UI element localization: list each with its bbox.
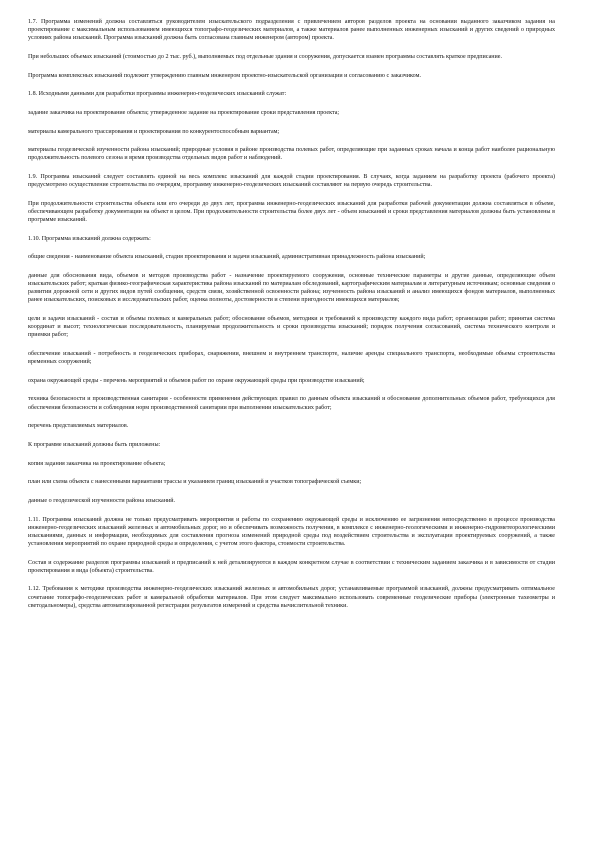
list-item-general-info: общие сведения - наименование объекта изысканий, стадия проектирования и задачи изысканий, административная принадлежность района изысканий;	[28, 254, 426, 261]
paragraph-approval: Программа комплексных изысканий подлежит утверждению главным инженером проектно-изыскательской организации и согласованию с заказчиком.	[28, 72, 421, 79]
paragraph-1-11: 1.11. Программа изысканий должна не только предусматривать мероприятия и работы по сохранению окружающей среды и исключению ее загрязнения непосредственно в процессе производства инженерно-геодезических изысканий железных и автомобильных дорог, но и обеспечивать возможность получения, в комплексе с инженерно-геологическими и инженерно-гидрометеорологическими изысканиями, данных и информации, необходимых для составления прогноза изменений природной среды под воздействием строительства и эксплуатации проектируемых сооружений, а также установления мероприятий по охране природной среды и определения, с учетом этого фактора, стоимости строительства.	[28, 516, 555, 547]
list-item-environment-protection: охрана окружающей среды - перечень мероприятий и объемов работ по охране окружающей среды при производстве изысканий;	[28, 377, 365, 384]
list-item-survey-support: обеспечение изысканий - потребность в геодезических приборах, снаряжении, внешнем и внутреннем транспорте, наличие аренды специального транспорта, необходимые объемы строительства временных сооружений;	[28, 350, 555, 366]
list-item-tracing-materials: материалы камерального трассирования и проектирования по конкурентоспособным вариантам;	[28, 128, 280, 135]
list-item-safety: техника безопасности и производственная санитария - особенности применения действующих правил по данным объекта изысканий и обоснование дополнительных объемов работ, требующихся для обеспечения безопасности и соблюдения норм производственной санитарии при выполнении изыскательских работ;	[28, 396, 555, 411]
paragraph-attachments-intro: К программе изысканий должны быть приложены:	[28, 441, 161, 448]
paragraph-1-10: 1.10. Программа изысканий должна содержать:	[28, 235, 151, 242]
list-item-justification-data: данные для обоснования вида, объемов и методов производства работ - назначение проектируемого сооружения, основные технические параметры и другие данные, определяющие объем изыскательских работ; краткая физико-географическая характеристика района изысканий по материалам обследований, картографическим материалам и литературным источникам; основные сведения о развитии дорожной сети и других видов путей сообщения, средств связи, хозяйственной освоенности района; изученность района изысканий и анализ имеющихся фондов материалов, выполненных ранее изыскательских, поисковых и исследовательских работ, оценка полноты, достоверности и степени пригодности имеющихся материалов;	[28, 273, 555, 304]
list-item-geodetic-data: данные о геодезической изученности района изысканий.	[28, 497, 175, 504]
paragraph-1-12: 1.12. Требования к методике производства инженерно-геодезических изысканий железных и автомобильных дорог, устанавливаемые программой изысканий, должны предусматривать оптимальное сочетание топографо-геодезических работ и камеральной обработки материалов. При этом следует максимально использовать современные геодезические приборы (электронные тахеометры и светодальномеры), средства автоматизированной регистрации результатов измерений и средства вычислительной техники.	[28, 586, 555, 609]
paragraph-1-7: 1.7. Программа изменений должна составляться руководителем изыскательского подразделения с привлечением авторов разделов проекта на основании выданного заказчиком задания на проектирование с максимальным использованием имеющихся топографо-геодезических материалов, а также материалов ранее выполненных инженерных изысканий и других сведений о природных условиях района изысканий. Программа изысканий должна быть согласована главным инженером (автором) проекта.	[28, 19, 555, 42]
paragraph-1-8: 1.8. Исходными данными для разработки программы инженерно-геодезических изысканий служат:	[28, 91, 287, 98]
list-item-site-plan: план или схема объекта с нанесенными вариантами трассы и указанием границ изысканий и участков топографической съемки;	[28, 479, 362, 486]
paragraph-1-9: 1.9. Программа изысканий следует составлять единой на весь комплекс изысканий для каждой стадии проектирования. В случаях, когда заданием на разработку проекта (рабочего проекта) предусмотрено осуществление строительства по очередям, программу инженерно-геодезических изысканий составляют на первую очередь строительства.	[28, 174, 555, 189]
paragraph-construction-duration: При продолжительности строительства объекта или его очереди до двух лет, программа инженерно-геодезических изысканий для разработки рабочей документации должна составляться в объеме, обеспечивающем разработку документации на объект в целом. При продолжительности строительства более двух лет - объем изысканий и сроки представления материалов должны быть установлены в программе изысканий.	[28, 200, 555, 224]
list-item-goals-tasks: цели и задачи изысканий - состав и объемы полевых и камеральных работ; обоснование объемов, методики и требований к производству каждого вида работ; организация работ; принятая система координат и высот; технологическая последовательность, планируемая продолжительность и сроки производства изысканий; порядок получения согласований, система технического контроля и приемки работ;	[28, 316, 555, 339]
list-item-materials-list: перечень представляемых материалов.	[28, 423, 129, 430]
paragraph-brief-order: При небольших объемах изысканий (стоимостью до 2 тыс. руб.), выполняемых под отдельные здания и сооружения, допускается взамен программы составлять краткое предписание.	[28, 53, 503, 60]
list-item-geodetic-study: материалы геодезической изученности района изысканий; природные условия в районе производства полевых работ, определяющие при заданных сроках начала и конца работ наиболее рациональную продолжительность полевого сезона и время производства отдельных видов работ и наблюдений.	[28, 147, 555, 162]
paragraph-program-content: Состав и содержание разделов программы изысканий и предписаний к ней детализируются в каждом конкретном случае в соответствии с техническим заданием заказчика и в зависимости от стадии проектирования и вида (объекта) строительства.	[28, 559, 555, 574]
list-item-design-task: задание заказчика на проектирование объекта; утвержденное задание на проектирование сроки представления проекта;	[28, 109, 340, 116]
list-item-task-copy: копия задания заказчика на проектирование объекта;	[28, 460, 166, 467]
